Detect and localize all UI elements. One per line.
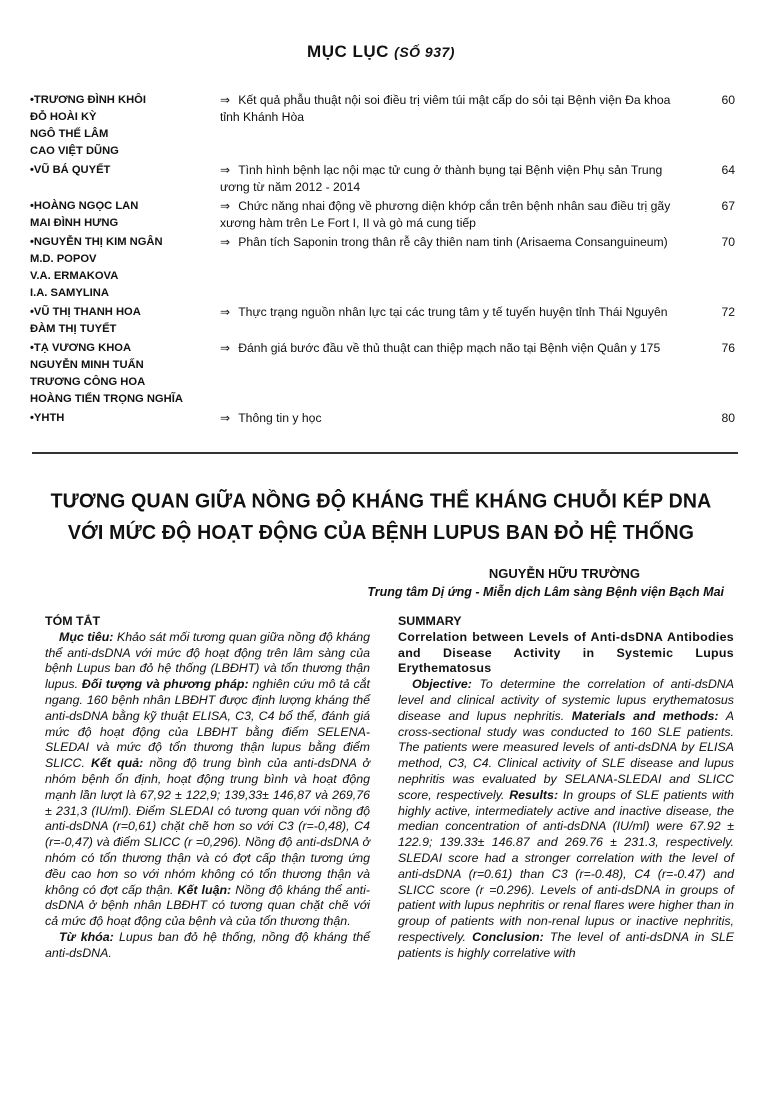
toc-author: •VŨ THỊ THANH HOA bbox=[30, 306, 141, 318]
toc-entry bbox=[30, 234, 736, 302]
results-label: Kết quả: bbox=[91, 756, 144, 771]
toc-issue: (SỐ 937) bbox=[394, 44, 455, 60]
summary-objective-text: To determine the correlation of anti-dsDNA level and clinical activity of systemic lupus erythematosus disease and lupus nephritis. bbox=[398, 677, 734, 723]
conclusion-text: Nồng độ kháng thể anti-dsDNA ở bệnh nhân LBĐHT có tương quan chặt chẽ với cả mức độ hoạt động của bệnh và của tổn thương thận. bbox=[45, 882, 370, 929]
toc-article-title bbox=[220, 410, 675, 427]
toc-authors bbox=[30, 340, 220, 408]
results-text: nồng độ trung bình của anti-dsDNA ở nhóm bệnh ổn định, hoạt động trung bình và hoạt động mạnh lần lượt là 67,92 ± 122,9; 139,33± 146,87 và 269,76 ± 231,3 (IU/ml). Điểm SLEDAI có tương quan với nồng độ anti-dsDNA (r=0,61) chặt chẽ hơn so với C3 (r=-0,48), C4 (r=-0,47) và điểm SLICC (r =0,296). Nồng độ anti-dsDNA ở nhóm có tổn thương thận và có đợt cấp thận tương ứng đều cao hơn so với nhóm không có tổn thương thận và không có đợt cấp thận. bbox=[45, 756, 370, 897]
toc-page-number: 64 bbox=[721, 163, 735, 177]
toc-author: I.A. SAMYLINA bbox=[30, 287, 109, 299]
toc-author: •NGUYỄN THỊ KIM NGÂN bbox=[30, 236, 163, 248]
toc-authors bbox=[30, 162, 220, 196]
toc-author: NGUYỄN MINH TUẤN bbox=[30, 359, 144, 371]
toc-authors bbox=[30, 92, 220, 160]
toc-author: M.D. POPOV bbox=[30, 253, 97, 265]
toc-author: •HOÀNG NGỌC LAN bbox=[30, 200, 139, 212]
article-title bbox=[0, 486, 762, 549]
article-author: NGUYỄN HỮU TRƯỜNG bbox=[488, 566, 640, 581]
summary-paragraph bbox=[398, 677, 734, 961]
abstract-heading: TÓM TẮT bbox=[45, 614, 101, 628]
table-of-contents bbox=[30, 92, 736, 429]
toc-authors bbox=[30, 198, 220, 232]
toc-article-title bbox=[220, 234, 675, 302]
article-affiliation: Trung tâm Dị ứng - Miễn dịch Lâm sàng Bệnh viện Bạch Mai bbox=[367, 585, 724, 599]
conclusion-label: Kết luận: bbox=[177, 882, 232, 897]
arrow-right-icon: ⇒ bbox=[220, 341, 231, 355]
toc-entry bbox=[30, 92, 736, 160]
summary-methods-label: Materials and methods: bbox=[571, 708, 719, 723]
arrow-right-icon: ⇒ bbox=[220, 305, 231, 319]
abstract-vietnamese bbox=[45, 614, 370, 962]
toc-title-text: MỤC LỤC bbox=[307, 42, 389, 61]
toc-author: TRƯƠNG CÔNG HOA bbox=[30, 376, 146, 388]
toc-article-text: Phân tích Saponin trong thân rễ cây thiên nam tinh (Arisaema Consanguineum) bbox=[238, 235, 668, 249]
arrow-right-icon: ⇒ bbox=[220, 199, 231, 213]
summary-results-label: Results: bbox=[509, 787, 559, 802]
toc-article-title bbox=[220, 304, 675, 338]
methods-label: Đối tượng và phương pháp: bbox=[81, 677, 249, 692]
toc-page-number: 60 bbox=[721, 93, 735, 107]
toc-author: NGÔ THẾ LÂM bbox=[30, 128, 109, 140]
arrow-right-icon: ⇒ bbox=[220, 235, 231, 249]
toc-article-text: Kết quả phẫu thuật nội soi điều trị viêm túi mật cấp do sỏi tại Bệnh viện Đa khoa tỉnh Khánh Hòa bbox=[220, 93, 671, 124]
abstract-english bbox=[398, 614, 734, 962]
toc-entry bbox=[30, 304, 736, 338]
article-title-line-2: VỚI MỨC ĐỘ HOẠT ĐỘNG CỦA BỆNH LUPUS BAN ĐỎ HỆ THỐNG bbox=[67, 521, 695, 545]
toc-author: HOÀNG TIẾN TRỌNG NGHĨA bbox=[30, 393, 183, 405]
toc-page-number: 80 bbox=[721, 411, 735, 425]
keywords-text: Lupus ban đỏ hệ thống, nồng độ kháng thể anti-dsDNA. bbox=[45, 929, 371, 960]
arrow-right-icon: ⇒ bbox=[220, 93, 231, 107]
toc-page-number: 70 bbox=[721, 235, 735, 249]
toc-page-number: 76 bbox=[721, 341, 735, 355]
toc-article-title bbox=[220, 92, 675, 160]
keywords-label: Từ khóa: bbox=[59, 929, 114, 944]
summary-heading: SUMMARY bbox=[398, 614, 462, 628]
objective-text: Khảo sát mối tương quan giữa nồng độ kháng thể anti-dsDNA với mức độ hoạt động trên lâm sàng của bệnh Lupus ban đỏ hệ thống (LBĐHT) và tổn thương thận lupus. bbox=[45, 629, 370, 692]
abstract-paragraph bbox=[45, 630, 370, 930]
toc-author: •TRƯƠNG ĐÌNH KHÔI bbox=[30, 94, 146, 106]
summary-objective-label: Objective: bbox=[412, 677, 472, 692]
objective-label: Mục tiêu: bbox=[59, 629, 114, 644]
toc-author: CAO VIỆT DŨNG bbox=[30, 145, 119, 157]
section-divider bbox=[32, 452, 738, 454]
summary-conclusion-label: Conclusion: bbox=[472, 929, 544, 944]
arrow-right-icon: ⇒ bbox=[220, 163, 231, 177]
toc-entry bbox=[30, 198, 736, 232]
toc-authors bbox=[30, 234, 220, 302]
toc-article-text: Thực trạng nguồn nhân lực tại các trung tâm y tế tuyến huyện tỉnh Thái Nguyên bbox=[238, 305, 668, 319]
summary-methods-text: A cross-sectional study was conducted to 160 SLE patients. The patients were measured levels of anti-dsDNA by ELISA method, C3, C4. Clinical activity of SLE disease and lupus nephritis was evaluated by SELANA-SLEDAI and SLICC score, respectively. bbox=[398, 708, 734, 802]
toc-article-title bbox=[220, 162, 675, 196]
toc-entry bbox=[30, 340, 736, 408]
toc-article-text: Chức năng nhai động về phương diện khớp cắn trên bệnh nhân sau điều trị gãy xương hàm trên Le Fort I, II và gò má cung tiếp bbox=[220, 199, 671, 230]
summary-results-text: In groups of SLE patients with highly active, intermediately active and inactive disease, the median concentration of anti-dsDNA (IU/ml) were 67.92 ± 122.9; 139.33± 146.87 and 269.76 ± 231.3, respectively. SLEDAI score had a stronger correlation with the level of anti-dsDNA (r=0.61) than C3 (r=-0.48), C4 (r=-0.47) and SLICC score (r =0.296). Levels of anti-dsDNA in groups of patient with lupus nephritis or renal flares were higher than in group of patients with non-renal lupus or inactive nephritis, respectively. bbox=[398, 787, 734, 944]
toc-author: MAI ĐÌNH HƯNG bbox=[30, 217, 119, 229]
toc-entry bbox=[30, 162, 736, 196]
keywords-paragraph bbox=[45, 930, 370, 962]
toc-entry bbox=[30, 410, 736, 427]
arrow-right-icon: ⇒ bbox=[220, 411, 231, 425]
toc-page-number: 67 bbox=[721, 199, 735, 213]
toc-author: ĐỖ HOÀI KỲ bbox=[30, 111, 97, 123]
toc-author: •TẠ VƯƠNG KHOA bbox=[30, 342, 132, 354]
toc-article-title bbox=[220, 198, 675, 232]
toc-article-text: Tình hình bệnh lạc nội mạc tử cung ở thành bụng tại Bệnh viện Phụ sản Trung ương từ năm 2012 - 2014 bbox=[220, 163, 663, 194]
article-title-line-1: TƯƠNG QUAN GIỮA NỒNG ĐỘ KHÁNG THỂ KHÁNG CHUỖI KÉP DNA bbox=[50, 489, 712, 513]
toc-author: ĐÀM THỊ TUYẾT bbox=[30, 323, 117, 335]
summary-conclusion-text: The level of anti-dsDNA in SLE patients is highly correlative with bbox=[398, 929, 734, 960]
toc-author: V.A. ERMAKOVA bbox=[30, 270, 119, 282]
toc-authors bbox=[30, 410, 220, 427]
methods-text: nghiên cứu mô tả cắt ngang. 160 bệnh nhân LBĐHT được định lượng kháng thể anti-dsDNA bằng kỹ thuật ELISA, C3, C4 bổ thể, đánh giá mức độ hoạt động của LBĐHT bằng điểm SELENA-SLEDAI và mức độ tổn thương thận lupus bằng điểm SLICC. bbox=[45, 677, 370, 771]
toc-article-title bbox=[220, 340, 675, 408]
toc-author: •VŨ BÁ QUYẾT bbox=[30, 164, 111, 176]
toc-authors bbox=[30, 304, 220, 338]
toc-article-text: Đánh giá bước đầu về thủ thuật can thiệp mạch não tại Bệnh viện Quân y 175 bbox=[238, 341, 661, 355]
toc-page-number: 72 bbox=[721, 305, 735, 319]
toc-article-text: Thông tin y học bbox=[238, 411, 322, 425]
summary-title: Correlation between Levels of Anti-dsDNA Antibodies and Disease Activity in Systemic Lupus Erythematosus bbox=[398, 629, 734, 676]
toc-author: •YHTH bbox=[30, 412, 65, 424]
toc-title bbox=[0, 42, 762, 62]
